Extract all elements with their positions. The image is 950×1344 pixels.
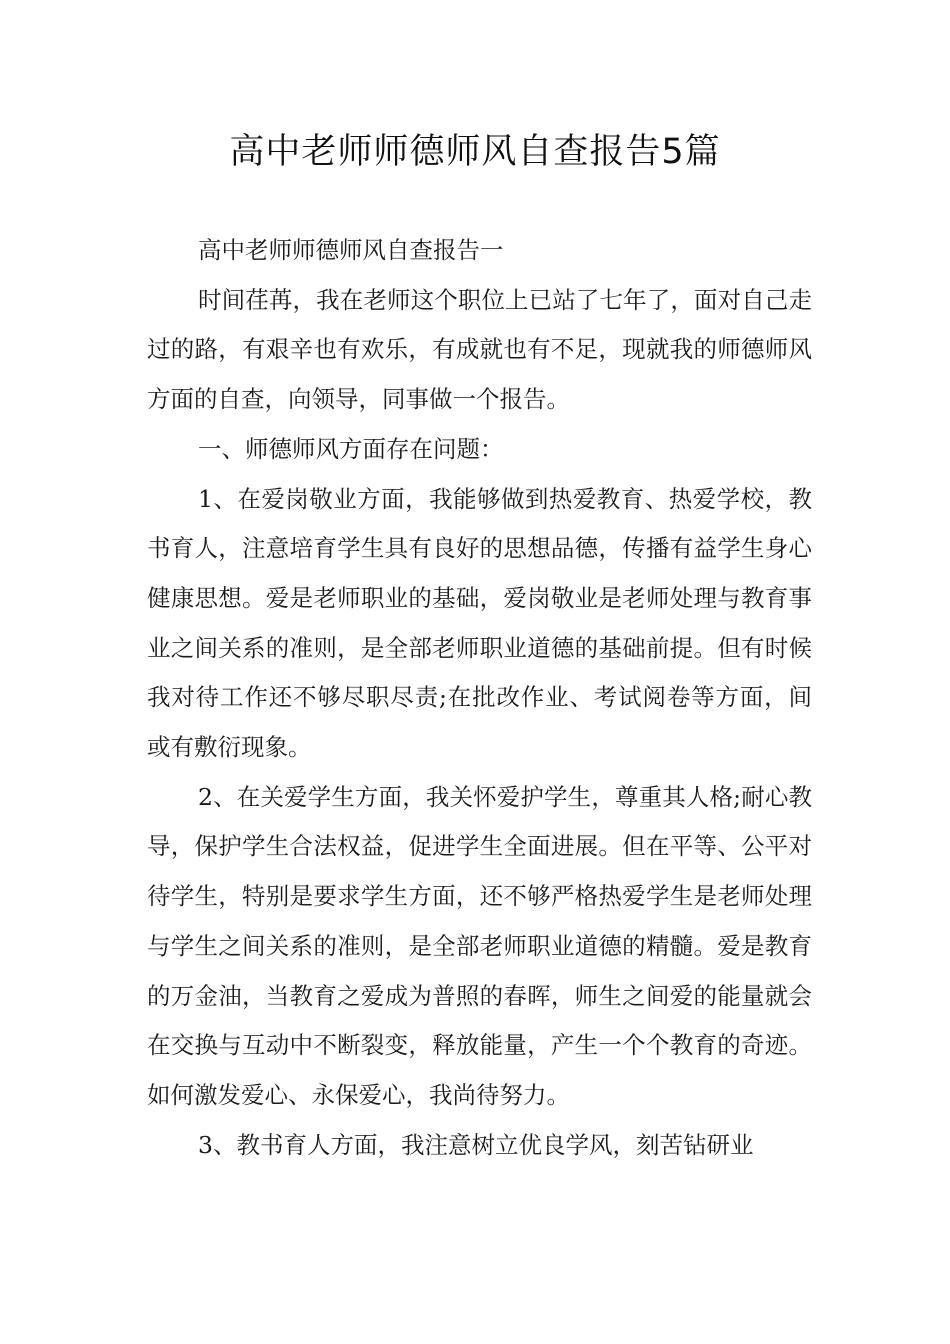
- section-heading: 高中老师师德师风自查报告一: [198, 236, 504, 264]
- paragraph: 时间荏苒，我在老师这个职位上已站了七年了，面对自己走过的路，有艰辛也有欢乐，有成就也有不足，现就我的师德师风方面的自查，向领导，同事做一个报告。: [147, 285, 812, 414]
- subsection-heading: 一、师德师风方面存在问题：: [198, 434, 504, 463]
- document-title: 高中老师师德师风自查报告5篇: [229, 132, 721, 172]
- paragraph: 2、在关爱学生方面，我关怀爱护学生，尊重其人格;耐心教导，保护学生合法权益，促进学生全面进展。但在平等、公平对待学生，特别是要求学生方面，还不够严格热爱学生是老师处理与学生之间关系的准则，是全部老师职业道德的精髓。爱是教育的万金油，当教育之爱成为普照的春晖，师生之间爱的能量就会在交换与互动中不断裂变，释放能量，产生一个个教育的奇迹。如何激发爱心、永保爱心，我尚待努力。: [147, 782, 812, 1109]
- paragraph: 3、教书育人方面，我注意树立优良学风，刻苦钻研业: [198, 1130, 754, 1159]
- document-body: [147, 226, 812, 1170]
- paragraph: 1、在爱岗敬业方面，我能够做到热爱教育、热爱学校，教书育人，注意培育学生具有良好的思想品德，传播有益学生身心健康思想。爱是老师职业的基础，爱岗敬业是老师处理与教育事业之间关系的准则，是全部老师职业道德的基础前提。但有时候我对待工作还不够尽职尽责;在批改作业、考试阅卷等方面，间或有敷衍现象。: [147, 484, 812, 762]
